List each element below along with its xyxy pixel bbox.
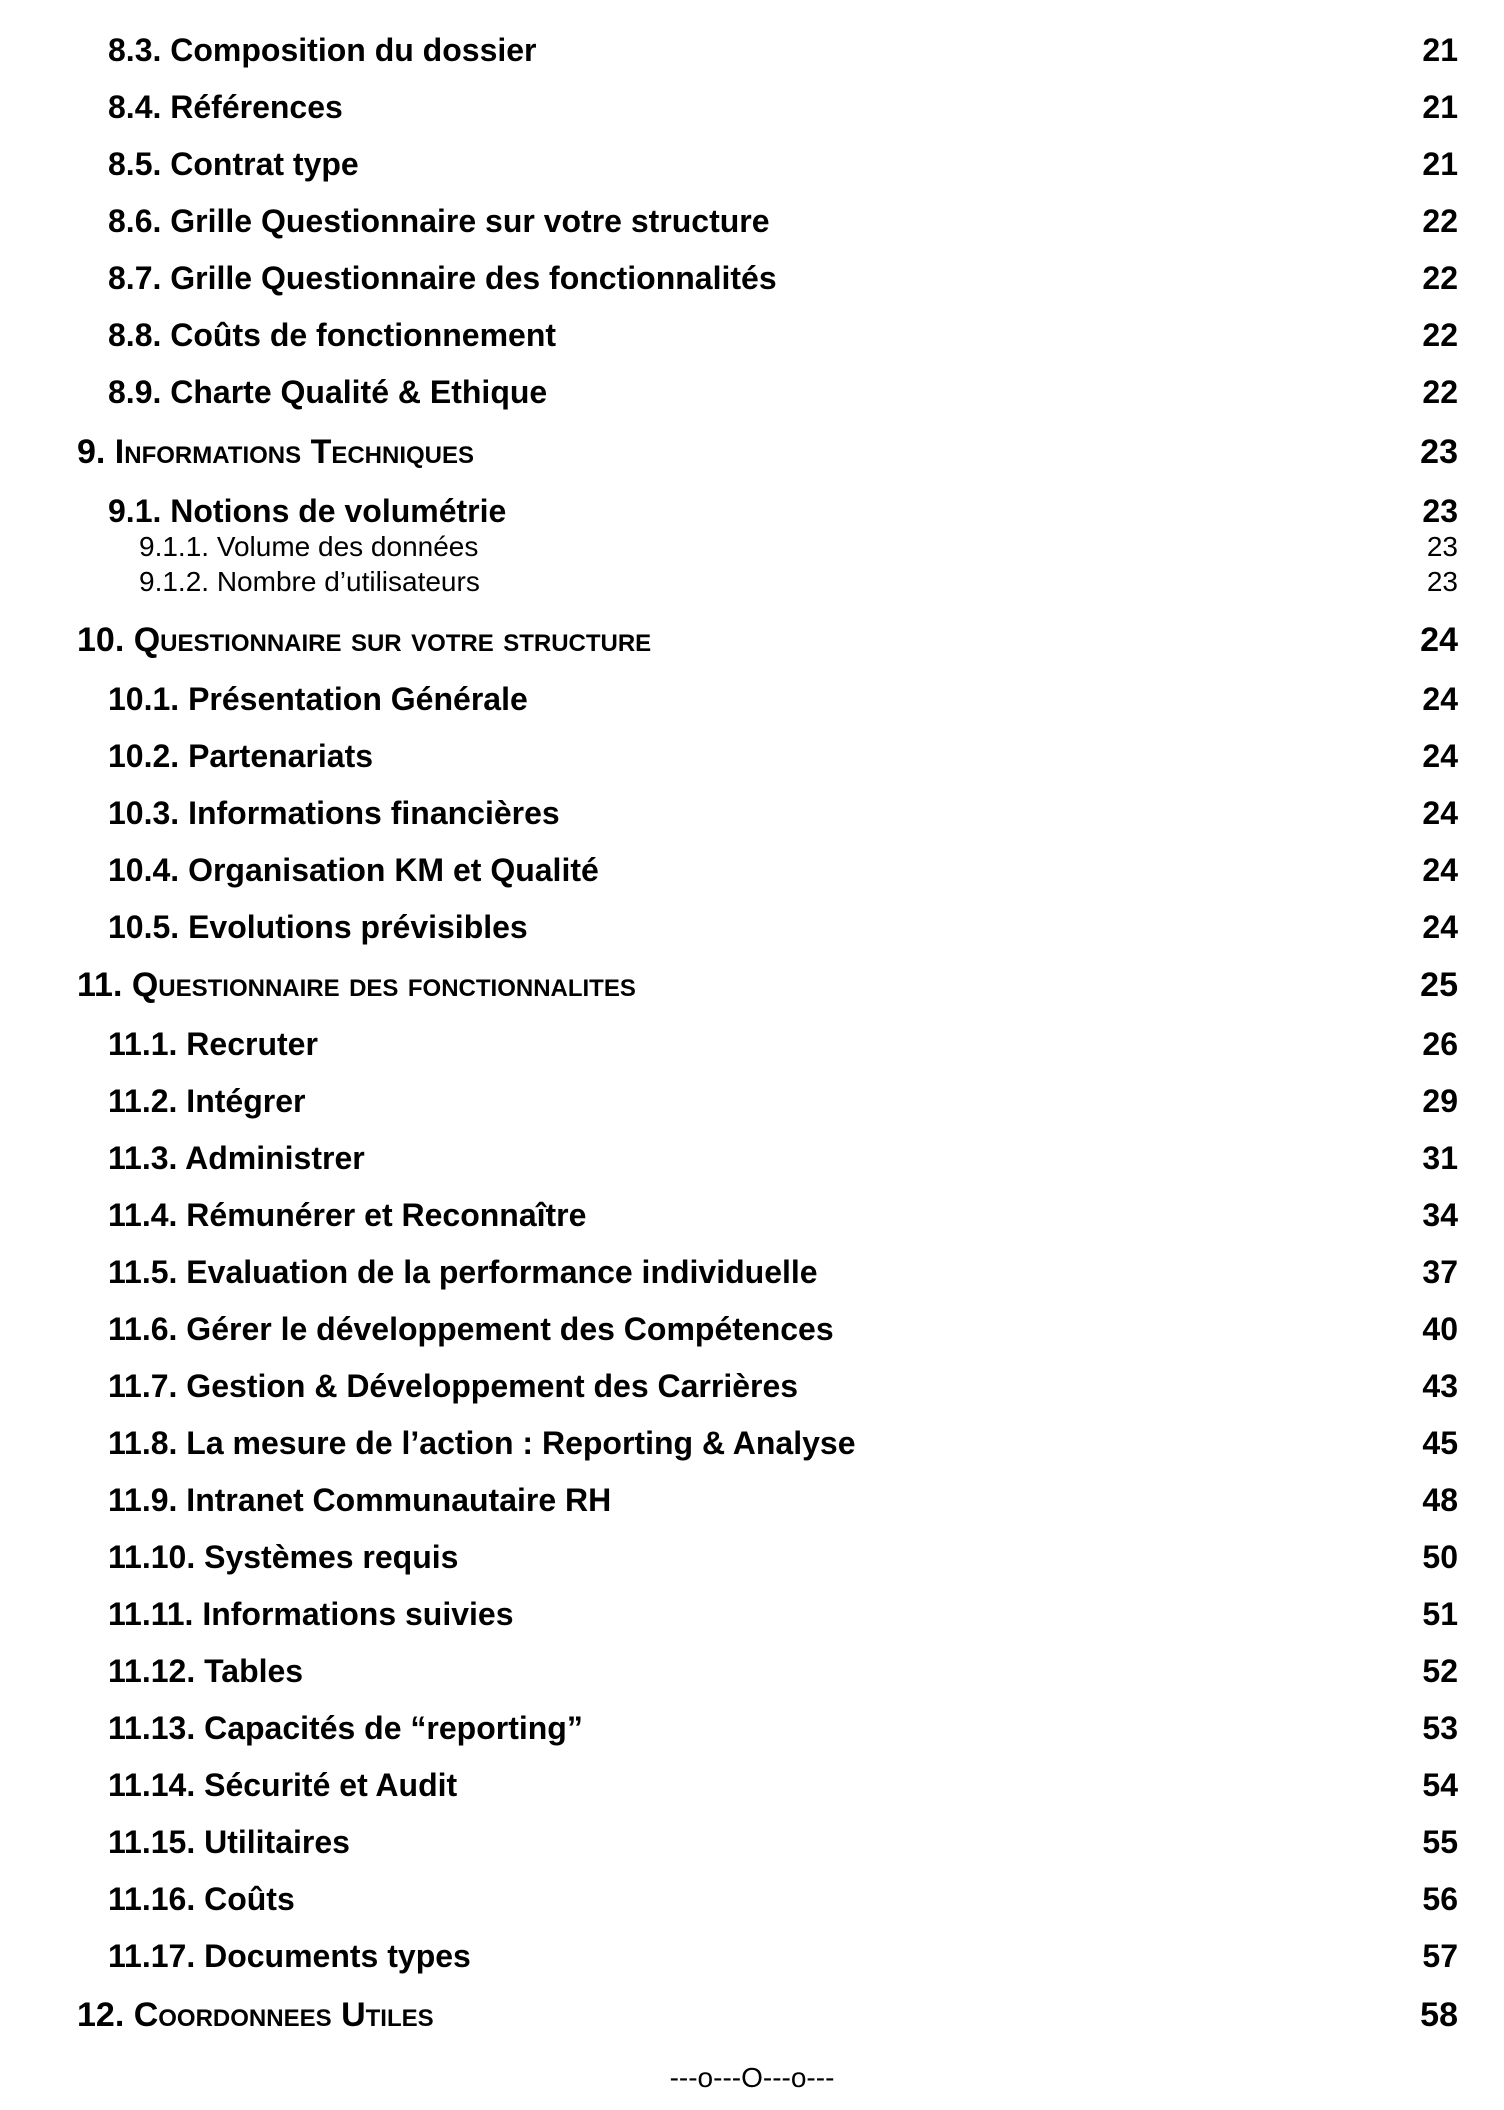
toc-section-entry[interactable]: [108, 489, 1458, 533]
toc-entry-label: 9.1.1. Volume des données: [139, 531, 479, 562]
toc-entry-label: 8.3. Composition du dossier: [108, 31, 537, 68]
toc-entry-label: 11.14. Sécurité et Audit: [108, 1766, 458, 1803]
toc-entry-page-number: 23: [1420, 432, 1458, 471]
toc-entry-label: 11.4. Rémunérer et Reconnaître: [108, 1196, 587, 1233]
toc-entry-page-number: 55: [1422, 1823, 1458, 1860]
toc-entry-page-number: 22: [1422, 316, 1458, 353]
toc-entry-page-number: 23: [1426, 531, 1458, 562]
toc-section-entry[interactable]: [108, 1706, 1458, 1750]
toc-entry-page-number: 52: [1422, 1652, 1458, 1689]
toc-entry-label: 8.5. Contrat type: [108, 145, 359, 182]
toc-section-entry[interactable]: [108, 1820, 1458, 1864]
toc-entry-page-number: 26: [1422, 1025, 1458, 1062]
toc-entry-page-number: 53: [1422, 1709, 1458, 1746]
toc-section-entry[interactable]: [108, 370, 1458, 414]
toc-section-entry[interactable]: [108, 1079, 1458, 1123]
toc-subsubsection-entry[interactable]: [139, 531, 1458, 563]
toc-section-entry[interactable]: [108, 1250, 1458, 1294]
toc-entry-page-number: 57: [1422, 1937, 1458, 1974]
toc-entry-page-number: 23: [1422, 492, 1458, 529]
toc-entry-label: 11.7. Gestion & Développement des Carrières: [108, 1367, 799, 1404]
toc-entry-label: 11.3. Administrer: [108, 1139, 365, 1176]
toc-entry-label: 11.15. Utilitaires: [108, 1823, 350, 1860]
toc-entry-label: 11.13. Capacités de “reporting”: [108, 1709, 583, 1746]
toc-entry-page-number: 50: [1422, 1538, 1458, 1575]
toc-entry-page-number: 45: [1422, 1424, 1458, 1461]
toc-section-entry[interactable]: [108, 791, 1458, 835]
toc-entry-page-number: 22: [1422, 202, 1458, 239]
toc-entry-page-number: 22: [1422, 373, 1458, 410]
toc-section-entry[interactable]: [108, 142, 1458, 186]
toc-entry-label: 11.5. Evaluation de la performance individuelle: [108, 1253, 818, 1290]
toc-section-entry[interactable]: [108, 848, 1458, 892]
toc-entry-page-number: 24: [1420, 620, 1458, 659]
toc-entry-label: 8.8. Coûts de fonctionnement: [108, 316, 557, 353]
toc-entry-label: 11.10. Systèmes requis: [108, 1538, 459, 1575]
toc-entry-label: 11.8. La mesure de l’action : Reporting & Analyse: [108, 1424, 856, 1461]
toc-entry-label: 11.17. Documents types: [108, 1937, 471, 1974]
toc-entry-page-number: 24: [1422, 680, 1458, 717]
toc-entry-page-number: 24: [1422, 851, 1458, 888]
toc-entry-label: 12. Coordonnees Utiles: [77, 1995, 434, 2034]
toc-section-entry[interactable]: [108, 1649, 1458, 1693]
toc-entry-page-number: 31: [1422, 1139, 1458, 1176]
toc-section-entry[interactable]: [108, 1421, 1458, 1465]
toc-section-entry[interactable]: [108, 1136, 1458, 1180]
toc-entry-page-number: 29: [1422, 1082, 1458, 1119]
toc-section-entry[interactable]: [108, 905, 1458, 949]
toc-entry-page-number: 51: [1422, 1595, 1458, 1632]
toc-section-entry[interactable]: [108, 1934, 1458, 1978]
toc-entry-label: 8.4. Références: [108, 88, 343, 125]
toc-entry-page-number: 21: [1422, 31, 1458, 68]
toc-entry-label: 8.7. Grille Questionnaire des fonctionnalités: [108, 259, 777, 296]
toc-section-entry[interactable]: [108, 28, 1458, 72]
toc-entry-page-number: 24: [1422, 908, 1458, 945]
toc-entry-label: 11.16. Coûts: [108, 1880, 295, 1917]
toc-entry-label: 11.11. Informations suivies: [108, 1595, 514, 1632]
toc-chapter-entry[interactable]: [77, 1993, 1458, 2037]
toc-subsubsection-entry[interactable]: [139, 566, 1458, 598]
toc-entry-page-number: 23: [1426, 566, 1458, 597]
footer-ornament: ---o---O---o---: [669, 2062, 835, 2093]
toc-entry-label: 10. Questionnaire sur votre structure: [77, 620, 652, 659]
toc-entry-page-number: 48: [1422, 1481, 1458, 1518]
toc-section-entry[interactable]: [108, 1022, 1458, 1066]
toc-entry-page-number: 58: [1420, 1995, 1458, 2034]
toc-entry-page-number: 21: [1422, 145, 1458, 182]
toc-entry-label: 9.1.2. Nombre d’utilisateurs: [139, 566, 480, 597]
toc-section-entry[interactable]: [108, 734, 1458, 778]
toc-section-entry[interactable]: [108, 1535, 1458, 1579]
toc-section-entry[interactable]: [108, 256, 1458, 300]
toc-entry-label: 9.1. Notions de volumétrie: [108, 492, 507, 529]
toc-entry-page-number: 24: [1422, 737, 1458, 774]
toc-section-entry[interactable]: [108, 1877, 1458, 1921]
toc-entry-label: 9. Informations Techniques: [77, 432, 475, 471]
toc-entry-page-number: 37: [1422, 1253, 1458, 1290]
toc-section-entry[interactable]: [108, 1364, 1458, 1408]
toc-entry-page-number: 34: [1422, 1196, 1458, 1233]
toc-section-entry[interactable]: [108, 199, 1458, 243]
toc-entry-label: 10.4. Organisation KM et Qualité: [108, 851, 599, 888]
toc-entry-page-number: 54: [1422, 1766, 1458, 1803]
toc-entry-label: 11.1. Recruter: [108, 1025, 318, 1062]
toc-entry-label: 10.5. Evolutions prévisibles: [108, 908, 528, 945]
toc-entry-label: 11.6. Gérer le développement des Compétences: [108, 1310, 834, 1347]
toc-chapter-entry[interactable]: [77, 963, 1458, 1007]
toc-entry-page-number: 56: [1422, 1880, 1458, 1917]
toc-entry-label: 8.9. Charte Qualité & Ethique: [108, 373, 548, 410]
toc-entry-label: 11.9. Intranet Communautaire RH: [108, 1481, 612, 1518]
toc-section-entry[interactable]: [108, 313, 1458, 357]
toc-entry-label: 11.12. Tables: [108, 1652, 304, 1689]
toc-entry-label: 10.2. Partenariats: [108, 737, 374, 774]
toc-section-entry[interactable]: [108, 1763, 1458, 1807]
toc-entry-page-number: 21: [1422, 88, 1458, 125]
toc-entry-label: 11. Questionnaire des fonctionnalites: [77, 965, 636, 1004]
toc-entry-label: 10.1. Présentation Générale: [108, 680, 528, 717]
toc-entry-label: 11.2. Intégrer: [108, 1082, 306, 1119]
toc-section-entry[interactable]: [108, 1478, 1458, 1522]
toc-section-entry[interactable]: [108, 677, 1458, 721]
toc-chapter-entry[interactable]: [77, 618, 1458, 662]
toc-entry-page-number: 25: [1420, 965, 1458, 1004]
toc-section-entry[interactable]: [108, 1592, 1458, 1636]
toc-section-entry[interactable]: [108, 1193, 1458, 1237]
toc-section-entry[interactable]: [108, 85, 1458, 129]
toc-entry-label: 10.3. Informations financières: [108, 794, 560, 831]
toc-section-entry[interactable]: [108, 1307, 1458, 1351]
toc-entry-page-number: 40: [1422, 1310, 1458, 1347]
toc-entry-label: 8.6. Grille Questionnaire sur votre structure: [108, 202, 770, 239]
toc-entry-page-number: 22: [1422, 259, 1458, 296]
toc-chapter-entry[interactable]: [77, 430, 1458, 474]
toc-entry-page-number: 24: [1422, 794, 1458, 831]
toc-entry-page-number: 43: [1422, 1367, 1458, 1404]
